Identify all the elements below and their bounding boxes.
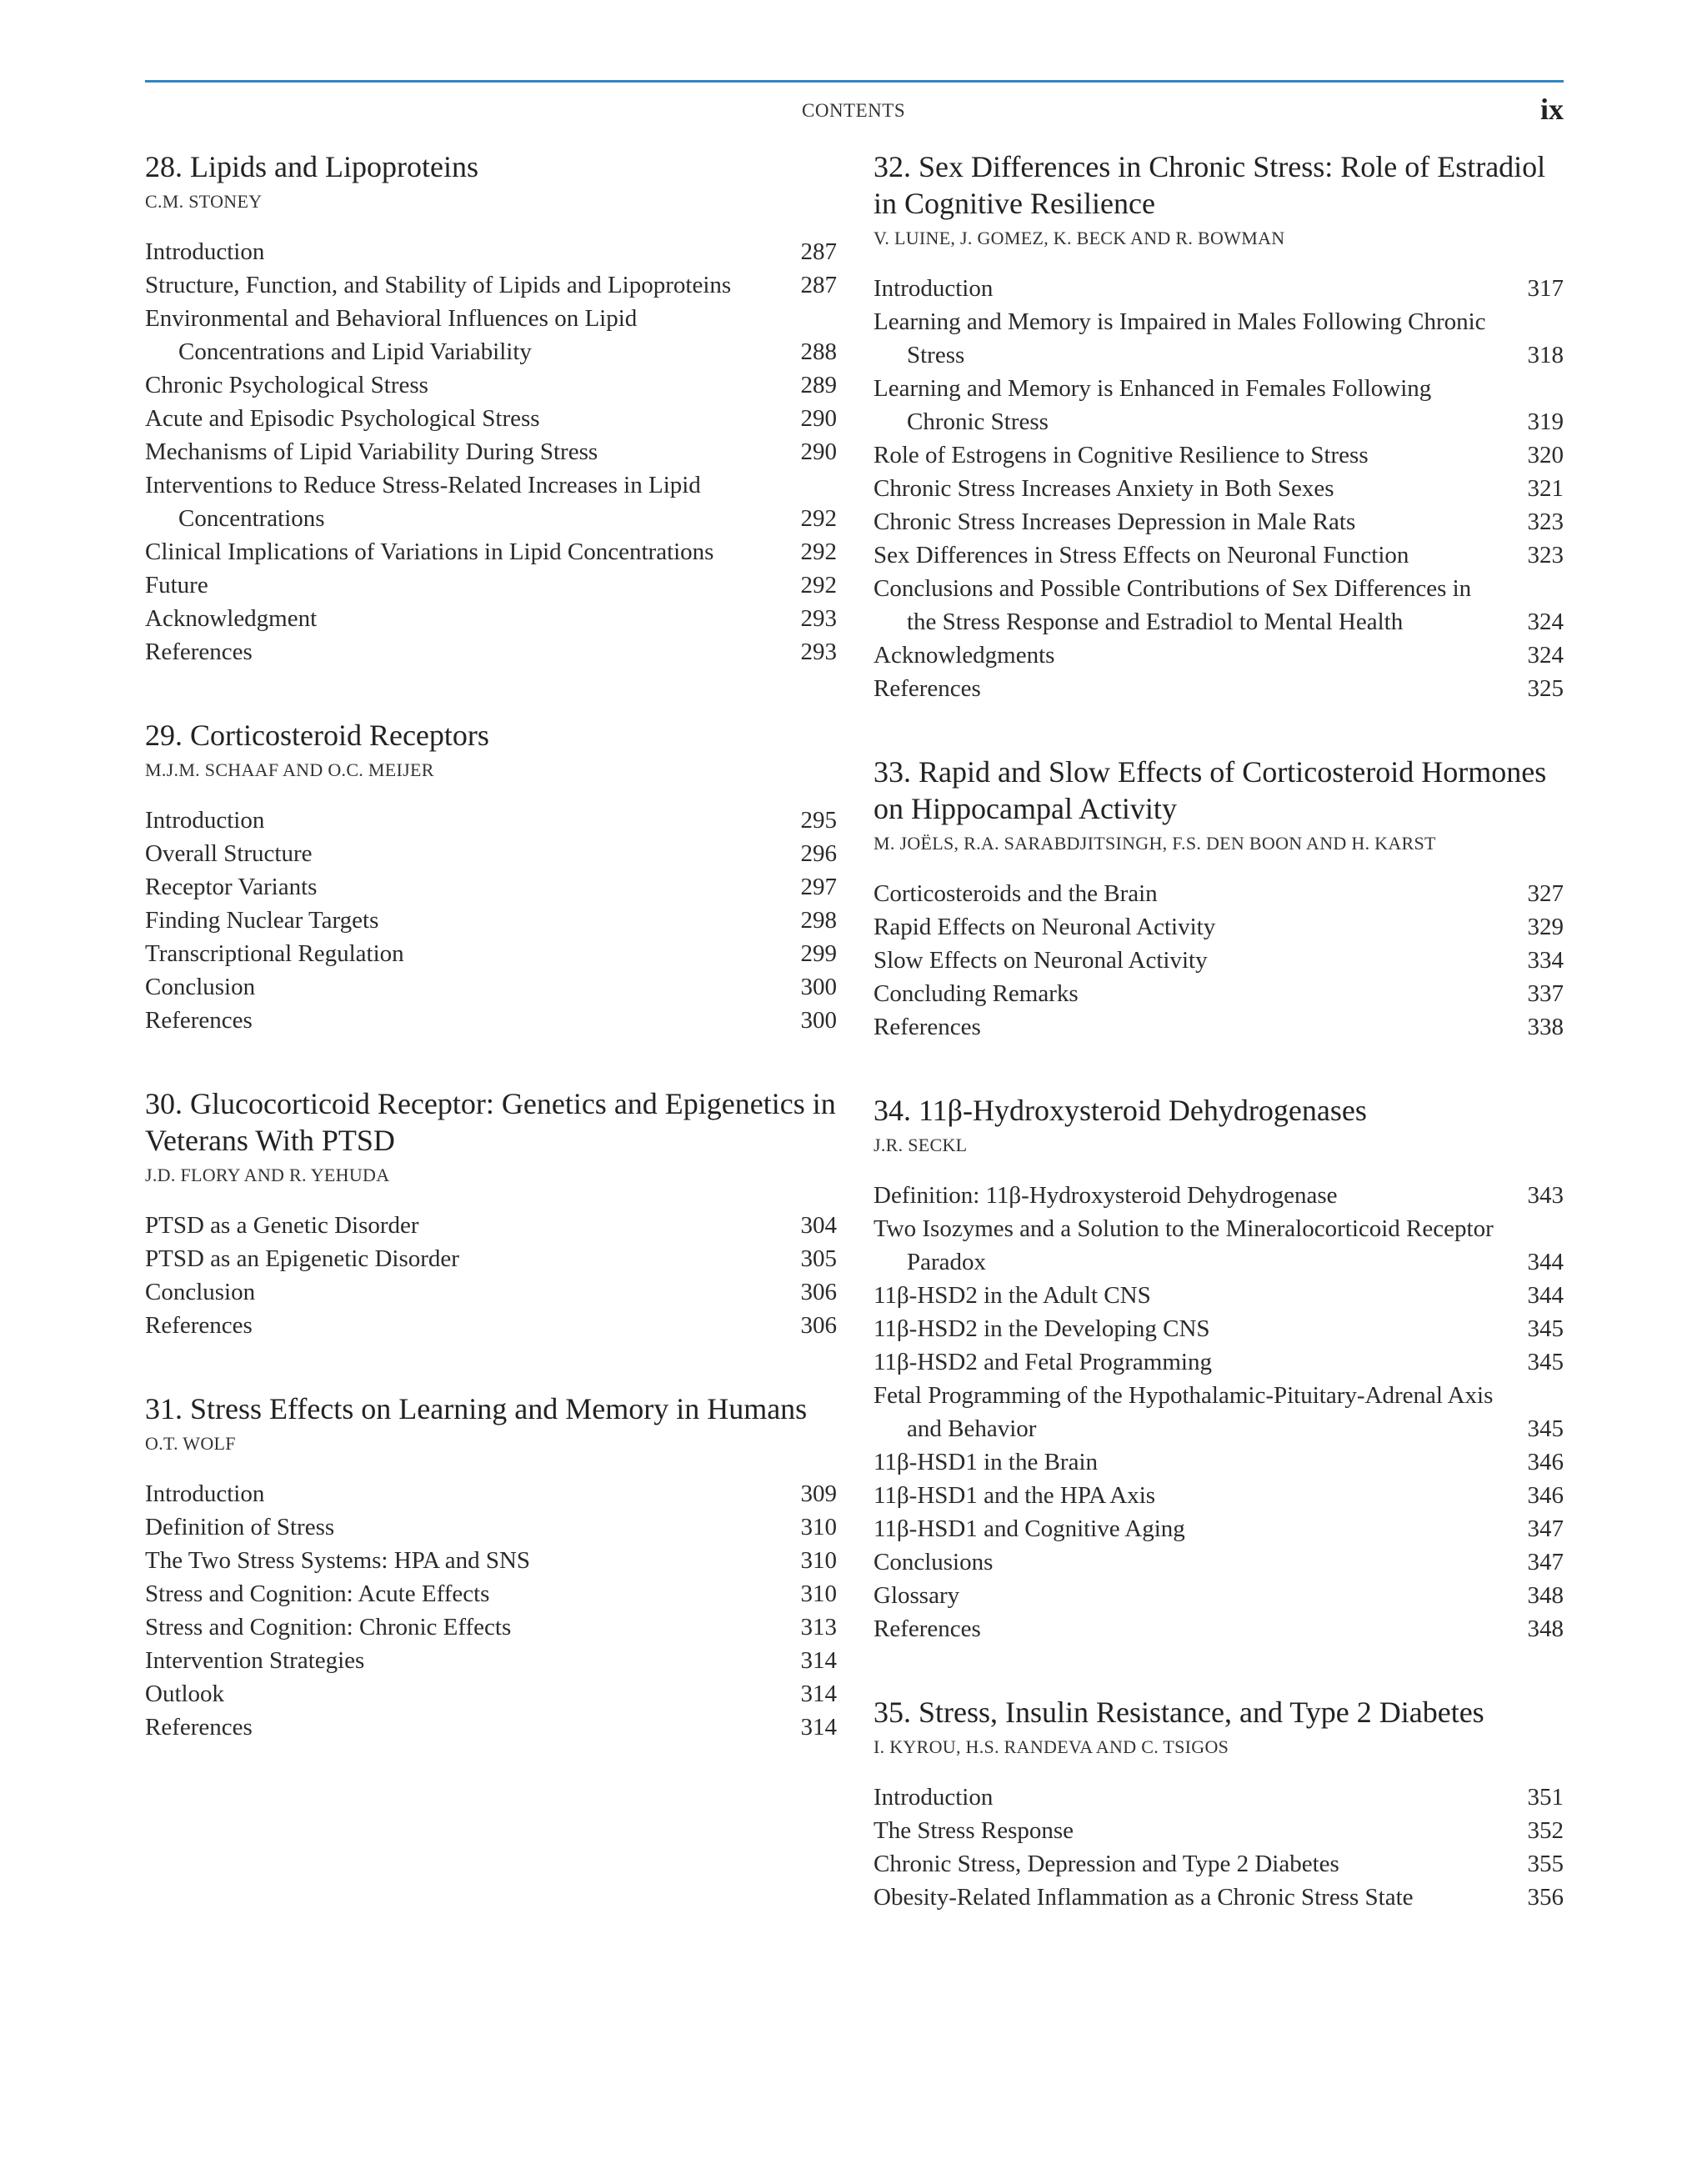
- section-title: Conclusions: [874, 1549, 994, 1575]
- chapter-title[interactable]: 30. Glucocorticoid Receptor: Genetics and Epigenetics in Veterans With PTSD: [145, 1087, 836, 1157]
- section-title: References: [145, 639, 253, 665]
- section-entry[interactable]: [145, 870, 837, 904]
- section-page-number: 356: [1527, 1884, 1564, 1911]
- chapter-title[interactable]: 31. Stress Effects on Learning and Memory in Humans: [145, 1392, 808, 1425]
- section-page-number: 327: [1527, 880, 1564, 907]
- header-rule: [145, 80, 1564, 83]
- section-page-number: 292: [800, 538, 837, 565]
- section-entry[interactable]: [145, 635, 837, 669]
- section-entry[interactable]: [874, 1545, 1564, 1579]
- section-title: References: [145, 1312, 253, 1339]
- section-entry[interactable]: [874, 639, 1564, 672]
- section-title: Glossary: [874, 1582, 960, 1609]
- section-entry[interactable]: [145, 602, 837, 635]
- section-list: [145, 1209, 837, 1342]
- section-entry[interactable]: [874, 1512, 1564, 1545]
- section-page-number: 314: [800, 1681, 837, 1707]
- section-entry[interactable]: [145, 1477, 837, 1510]
- section-page-number: 324: [1527, 642, 1564, 669]
- section-entry[interactable]: [145, 970, 837, 1004]
- section-page-number: 290: [800, 405, 837, 432]
- section-page-number: 347: [1527, 1549, 1564, 1575]
- section-entry[interactable]: [874, 672, 1564, 705]
- chapter-block: [145, 148, 837, 669]
- chapter-authors: M.J.M. SCHAAF AND O.C. MEIJER: [145, 759, 434, 780]
- section-entry[interactable]: [145, 435, 837, 468]
- section-entry[interactable]: [145, 804, 837, 837]
- section-page-number: 314: [800, 1714, 837, 1741]
- running-head: [145, 93, 1564, 130]
- section-entry[interactable]: [145, 1610, 837, 1644]
- section-page-number: 346: [1527, 1449, 1564, 1475]
- section-title: References: [145, 1714, 253, 1741]
- section-entry[interactable]: [145, 904, 837, 937]
- section-title: Acknowledgment: [145, 605, 318, 632]
- section-entry[interactable]: [145, 268, 837, 302]
- section-page-number: 348: [1527, 1582, 1564, 1609]
- section-title: Chronic Stress Increases Anxiety in Both Sexes: [874, 475, 1334, 502]
- section-entry[interactable]: [874, 1847, 1564, 1881]
- section-page-number: 351: [1527, 1784, 1564, 1811]
- section-page-number: 296: [800, 840, 837, 867]
- section-title: References: [874, 1014, 981, 1040]
- section-title: PTSD as an Epigenetic Disorder: [145, 1245, 459, 1272]
- section-entry[interactable]: [145, 1644, 837, 1677]
- section-page-number: 306: [800, 1279, 837, 1305]
- section-title: Chronic Stress Increases Depression in Male Rats: [874, 508, 1356, 535]
- section-title: Two Isozymes and a Solution to the Mineralocorticoid Receptor Paradox: [874, 1215, 1494, 1275]
- section-title: Corticosteroids and the Brain: [874, 880, 1158, 907]
- section-entry[interactable]: [145, 402, 837, 435]
- chapter-authors: V. LUINE, J. GOMEZ, K. BECK AND R. BOWMAN: [874, 228, 1285, 248]
- section-page-number: 317: [1527, 275, 1564, 302]
- section-title: References: [874, 675, 981, 702]
- section-title: Stress and Cognition: Chronic Effects: [145, 1614, 512, 1641]
- section-entry[interactable]: [145, 1209, 837, 1242]
- section-title: Introduction: [145, 1480, 265, 1507]
- chapter-title[interactable]: 33. Rapid and Slow Effects of Corticosteroid Hormones on Hippocampal Activity: [874, 755, 1547, 825]
- section-page-number: 293: [800, 639, 837, 665]
- section-entry[interactable]: [145, 1577, 837, 1610]
- section-title: Acknowledgments: [874, 642, 1055, 669]
- section-entry[interactable]: [145, 1004, 837, 1037]
- section-page-number: 345: [1527, 1415, 1564, 1442]
- section-page-number: 290: [800, 438, 837, 465]
- section-page-number: 295: [800, 807, 837, 834]
- section-title: Transcriptional Regulation: [145, 940, 404, 967]
- section-entry[interactable]: [145, 1544, 837, 1577]
- running-head-label: CONTENTS: [802, 100, 906, 121]
- section-page-number: 319: [1527, 408, 1564, 435]
- section-title: Sex Differences in Stress Effects on Neuronal Function: [874, 542, 1409, 569]
- section-list: [874, 1781, 1564, 1914]
- chapter-block: [145, 1390, 837, 1744]
- chapter-authors: C.M. STONEY: [145, 191, 263, 212]
- section-entry[interactable]: [145, 302, 837, 368]
- section-title: 11β-HSD1 and the HPA Axis: [874, 1482, 1156, 1509]
- section-page-number: 344: [1527, 1282, 1564, 1309]
- section-page-number: 344: [1527, 1249, 1564, 1275]
- section-list: [145, 235, 837, 669]
- section-entry[interactable]: [145, 368, 837, 402]
- section-entry[interactable]: [874, 1345, 1564, 1379]
- section-entry[interactable]: [145, 535, 837, 569]
- section-page-number: 293: [800, 605, 837, 632]
- contents-column-left: [145, 148, 837, 1792]
- section-page-number: 292: [800, 505, 837, 532]
- section-title: Definition: 11β-Hydroxysteroid Dehydrogenase: [874, 1182, 1338, 1209]
- chapter-authors: O.T. WOLF: [145, 1433, 236, 1454]
- section-entry[interactable]: [874, 372, 1564, 438]
- section-title: Future: [145, 572, 208, 599]
- section-title: 11β-HSD2 in the Developing CNS: [874, 1315, 1210, 1342]
- section-page-number: 355: [1527, 1851, 1564, 1877]
- section-page-number: 298: [800, 907, 837, 934]
- section-entry[interactable]: [874, 472, 1564, 505]
- section-entry[interactable]: [874, 1279, 1564, 1312]
- section-title: Chronic Stress, Depression and Type 2 Diabetes: [874, 1851, 1339, 1877]
- section-entry[interactable]: [145, 1275, 837, 1309]
- section-title: The Two Stress Systems: HPA and SNS: [145, 1547, 531, 1574]
- section-entry[interactable]: [874, 1479, 1564, 1512]
- section-title: Stress and Cognition: Acute Effects: [145, 1580, 490, 1607]
- chapter-title[interactable]: 28. Lipids and Lipoproteins: [145, 150, 478, 183]
- section-page-number: 346: [1527, 1482, 1564, 1509]
- chapter-block: [145, 1085, 837, 1342]
- section-title: 11β-HSD1 and Cognitive Aging: [874, 1515, 1185, 1542]
- section-list: [145, 804, 837, 1037]
- chapter-title[interactable]: 35. Stress, Insulin Resistance, and Type 2 Diabetes: [874, 1696, 1484, 1729]
- section-entry[interactable]: [874, 1179, 1564, 1212]
- section-page-number: 334: [1527, 947, 1564, 974]
- chapter-block: [874, 148, 1564, 705]
- section-title: The Stress Response: [874, 1817, 1074, 1844]
- section-entry[interactable]: [874, 1212, 1564, 1279]
- section-page-number: 352: [1527, 1817, 1564, 1844]
- section-entry[interactable]: [874, 1814, 1564, 1847]
- section-page-number: 348: [1527, 1615, 1564, 1642]
- section-title: Slow Effects on Neuronal Activity: [874, 947, 1208, 974]
- section-list: [145, 1477, 837, 1744]
- section-title: 11β-HSD2 and Fetal Programming: [874, 1349, 1212, 1375]
- section-list: [874, 272, 1564, 705]
- chapter-authors: J.R. SECKL: [874, 1135, 968, 1155]
- section-page-number: 309: [800, 1480, 837, 1507]
- section-title: Finding Nuclear Targets: [145, 907, 379, 934]
- section-entry[interactable]: [874, 1312, 1564, 1345]
- section-title: Conclusion: [145, 1279, 256, 1305]
- section-title: Environmental and Behavioral Influences on Lipid Concentrations and Lipid Variability: [145, 305, 638, 365]
- section-title: Outlook: [145, 1681, 225, 1707]
- section-page-number: 287: [800, 238, 837, 265]
- section-title: Clinical Implications of Variations in Lipid Concentrations: [145, 538, 714, 565]
- section-title: Receptor Variants: [145, 874, 318, 900]
- section-entry[interactable]: [145, 1242, 837, 1275]
- section-title: Rapid Effects on Neuronal Activity: [874, 914, 1216, 940]
- chapter-block: [874, 1694, 1564, 1914]
- section-title: Conclusion: [145, 974, 256, 1000]
- section-page-number: 323: [1527, 542, 1564, 569]
- section-entry[interactable]: [874, 1612, 1564, 1646]
- section-entry[interactable]: [145, 837, 837, 870]
- section-page-number: 347: [1527, 1515, 1564, 1542]
- section-entry[interactable]: [874, 572, 1564, 639]
- section-page-number: 337: [1527, 980, 1564, 1007]
- section-page-number: 300: [800, 974, 837, 1000]
- section-title: Learning and Memory is Enhanced in Females Following Chronic Stress: [874, 375, 1432, 435]
- section-page-number: 305: [800, 1245, 837, 1272]
- section-title: 11β-HSD2 in the Adult CNS: [874, 1282, 1151, 1309]
- section-entry[interactable]: [145, 1711, 837, 1744]
- chapter-block: [145, 717, 837, 1037]
- section-page-number: 306: [800, 1312, 837, 1339]
- section-title: Conclusions and Possible Contributions of Sex Differences in the Stress Response and Estradiol to Mental Health: [874, 575, 1472, 635]
- section-title: Acute and Episodic Psychological Stress: [145, 405, 540, 432]
- section-page-number: 345: [1527, 1315, 1564, 1342]
- section-entry[interactable]: [874, 305, 1564, 372]
- section-page-number: 288: [800, 338, 837, 365]
- section-title: Role of Estrogens in Cognitive Resilience to Stress: [874, 442, 1369, 468]
- section-title: Obesity-Related Inflammation as a Chronic Stress State: [874, 1884, 1414, 1911]
- section-page-number: 343: [1527, 1182, 1564, 1209]
- section-list: [874, 877, 1564, 1044]
- section-title: Introduction: [145, 238, 265, 265]
- chapter-authors: I. KYROU, H.S. RANDEVA AND C. TSIGOS: [874, 1736, 1229, 1757]
- section-entry[interactable]: [145, 235, 837, 268]
- section-title: Structure, Function, and Stability of Lipids and Lipoproteins: [145, 272, 732, 298]
- section-page-number: 289: [800, 372, 837, 398]
- section-entry[interactable]: [874, 505, 1564, 538]
- section-page-number: 329: [1527, 914, 1564, 940]
- chapter-block: [874, 754, 1564, 1044]
- section-list: [874, 1179, 1564, 1646]
- section-title: Mechanisms of Lipid Variability During Stress: [145, 438, 598, 465]
- section-page-number: 310: [800, 1547, 837, 1574]
- section-page-number: 304: [800, 1212, 837, 1239]
- section-page-number: 314: [800, 1647, 837, 1674]
- section-page-number: 310: [800, 1514, 837, 1540]
- section-entry[interactable]: [145, 937, 837, 970]
- section-page-number: 292: [800, 572, 837, 599]
- section-page-number: 345: [1527, 1349, 1564, 1375]
- section-entry[interactable]: [874, 272, 1564, 305]
- section-title: Interventions to Reduce Stress-Related Increases in Lipid Concentrations: [145, 472, 701, 532]
- section-entry[interactable]: [145, 1677, 837, 1711]
- section-entry[interactable]: [874, 1781, 1564, 1814]
- section-title: Definition of Stress: [145, 1514, 335, 1540]
- section-entry[interactable]: [145, 1309, 837, 1342]
- section-entry[interactable]: [874, 877, 1564, 910]
- section-page-number: 287: [800, 272, 837, 298]
- section-title: Concluding Remarks: [874, 980, 1079, 1007]
- section-entry[interactable]: [145, 468, 837, 535]
- section-page-number: 321: [1527, 475, 1564, 502]
- section-page-number: 310: [800, 1580, 837, 1607]
- section-title: References: [145, 1007, 253, 1034]
- chapter-authors: M. JOËLS, R.A. SARABDJITSINGH, F.S. DEN BOON AND H. KARST: [874, 833, 1436, 854]
- section-page-number: 324: [1527, 609, 1564, 635]
- section-title: Intervention Strategies: [145, 1647, 365, 1674]
- section-page-number: 300: [800, 1007, 837, 1034]
- section-entry[interactable]: [145, 569, 837, 602]
- section-title: Learning and Memory is Impaired in Males Following Chronic Stress: [874, 308, 1486, 368]
- section-entry[interactable]: [874, 538, 1564, 572]
- section-entry[interactable]: [874, 944, 1564, 977]
- section-entry[interactable]: [874, 977, 1564, 1010]
- section-title: Introduction: [145, 807, 265, 834]
- section-page-number: 320: [1527, 442, 1564, 468]
- chapter-block: [874, 1092, 1564, 1646]
- section-page-number: 323: [1527, 508, 1564, 535]
- section-entry[interactable]: [874, 1881, 1564, 1914]
- contents-column-right: [874, 148, 1564, 1962]
- section-title: Chronic Psychological Stress: [145, 372, 428, 398]
- chapter-title[interactable]: 32. Sex Differences in Chronic Stress: Role of Estradiol in Cognitive Resilience: [874, 150, 1546, 220]
- section-page-number: 338: [1527, 1014, 1564, 1040]
- section-page-number: 318: [1527, 342, 1564, 368]
- page-number: ix: [1539, 93, 1564, 126]
- section-page-number: 297: [800, 874, 837, 900]
- section-title: Overall Structure: [145, 840, 313, 867]
- section-title: References: [874, 1615, 981, 1642]
- section-entry[interactable]: [874, 438, 1564, 472]
- section-title: Fetal Programming of the Hypothalamic-Pituitary-Adrenal Axis and Behavior: [874, 1382, 1494, 1442]
- section-entry[interactable]: [874, 1445, 1564, 1479]
- section-entry[interactable]: [874, 1379, 1564, 1445]
- section-title: 11β-HSD1 in the Brain: [874, 1449, 1099, 1475]
- section-entry[interactable]: [874, 1579, 1564, 1612]
- section-title: Introduction: [874, 1784, 994, 1811]
- section-entry[interactable]: [874, 910, 1564, 944]
- section-entry[interactable]: [145, 1510, 837, 1544]
- chapter-authors: J.D. FLORY AND R. YEHUDA: [145, 1165, 390, 1185]
- chapter-title[interactable]: 29. Corticosteroid Receptors: [145, 719, 489, 752]
- section-title: PTSD as a Genetic Disorder: [145, 1212, 419, 1239]
- section-page-number: 299: [800, 940, 837, 967]
- section-page-number: 313: [800, 1614, 837, 1641]
- section-page-number: 325: [1527, 675, 1564, 702]
- chapter-title[interactable]: 34. 11β-Hydroxysteroid Dehydrogenases: [874, 1094, 1367, 1127]
- section-entry[interactable]: [874, 1010, 1564, 1044]
- section-title: Introduction: [874, 275, 994, 302]
